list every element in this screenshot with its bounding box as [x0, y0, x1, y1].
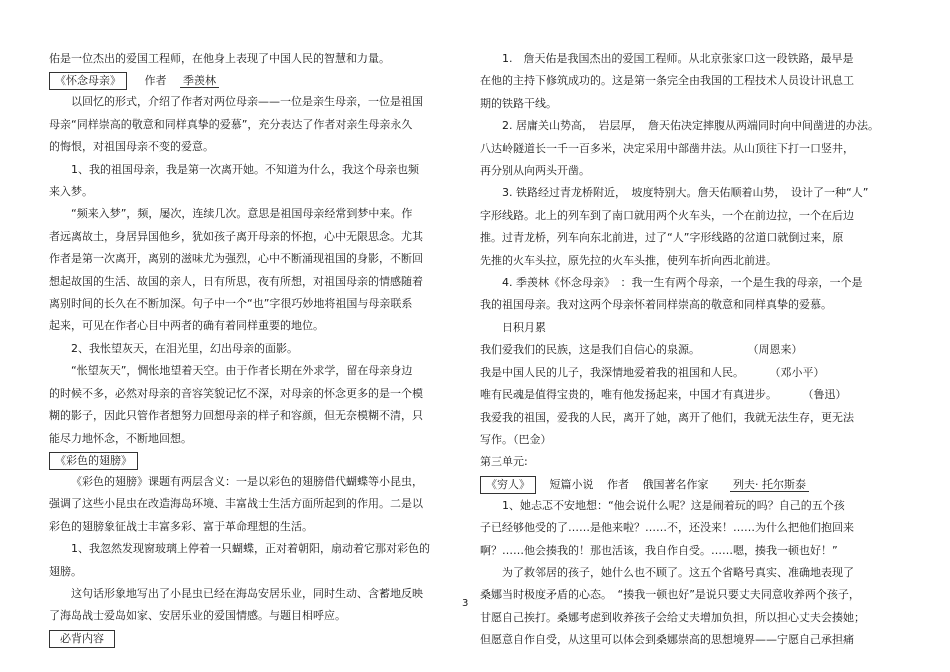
text-line: 母亲“同样崇高的敬意和同样真挚的爱慕”，充分表达了作者对亲生母亲永久 — [49, 117, 413, 131]
left-column — [49, 48, 429, 649]
lesson-title-box: 《彩色的翅膀》 — [49, 452, 138, 470]
right-column — [480, 48, 890, 652]
section-title-box: 必背内容 — [49, 630, 115, 648]
text-line: 《彩色的翅膀》课题有两层含义：一是以彩色的翅膀借代蝴蝶等小昆虫， — [71, 474, 423, 488]
text-line: 2、我怅望灰天，在泪光里，幻出母亲的面影。 — [71, 341, 298, 355]
quote-author: （鲁迅） — [802, 388, 847, 402]
text-line: 4. 季羡林《怀念母亲》 ：我一生有两个母亲，一个是生我的母亲，一个是 — [502, 276, 863, 290]
text-line: 来入梦。 — [49, 185, 93, 199]
text-line: “频来入梦”，频，屡次，连续几次。意思是祖国母亲经常到梦中来。作 — [71, 207, 413, 221]
text-line: 1、她忐忑不安地想：“他会说什么呢？这是闹着玩的吗？自己的五个孩 — [502, 498, 845, 512]
text-line: 者远离故土，身居异国他乡，犹如孩子离开母亲的怀抱，心中无限思念。尤其 — [49, 229, 423, 243]
text-line: 2. 居庸关山势高， 岩层厚， 詹天佑决定摔腹从两端同时向中间凿进的办法。 — [502, 119, 879, 133]
text-line: 我的祖国母亲。我对这两个母亲怀着同样崇高的敬意和同样真挚的爱慕。 — [480, 298, 832, 312]
text-line: 这句话形象地写出了小昆虫已经在海岛安居乐业，同时生动、含蓄地反映 — [71, 586, 423, 600]
text-line: 为了救邻居的孩子，她什么也不顾了。这五个省略号真实、准确地表现了 — [502, 565, 854, 579]
text-line: 的时候不多，必然对母亲的音容笑貌记忆不深，对母亲的怀念更多的是一个模 — [49, 386, 423, 400]
author-name: 季羡林 — [180, 74, 219, 88]
text-line: 想起故国的生活、故国的亲人，日有所思，夜有所想，对祖国母亲的情感随着 — [49, 274, 423, 288]
text-line: 强调了这些小昆虫在改造海岛环境、丰富战士生活方面所起到的作用。二是以 — [49, 497, 423, 511]
section-header-huainian — [49, 71, 429, 90]
text-line: 以回忆的形式，介绍了作者对两位母亲——一位是亲生母亲，一位是祖国 — [71, 95, 423, 109]
text-line: 翅膀。 — [49, 564, 82, 578]
text-line: 了海岛战士爱岛如家、安居乐业的爱国情感。与题目相呼应。 — [49, 609, 346, 623]
section-subtitle: 日积月累 — [502, 320, 546, 334]
text-line: 起来，可见在作者心目中两者的确有着同样重要的地位。 — [49, 319, 324, 333]
unit-heading: 第三单元: — [480, 455, 528, 469]
text-line: 的悔恨，对祖国母亲不变的爱意。 — [49, 140, 214, 154]
quote-author: （邓小平） — [769, 365, 825, 379]
text-line: 糊的影子，因此只管作者想努力回想母亲的样子和容颜，但无奈模糊不清，只 — [49, 409, 423, 423]
text-line: 作者是第一次离开，离别的滋味尤为强烈，心中不断涌现祖国的身影，不断回 — [49, 252, 423, 266]
text-line: 推。过青龙桥，列车向东北前进，过了“人”字形线路的岔道口就倒过来，原 — [480, 231, 844, 245]
author-nationality: 俄国著名作家 — [642, 477, 709, 491]
text-line: 啊？……他会揍我的！那也活该，我自作自受。……嗯，揍我一顿也好！” — [480, 543, 838, 557]
text-line: 佑是一位杰出的爱国工程师，在他身上表现了中国人民的智慧和力量。 — [49, 52, 390, 65]
text-line: “怅望灰天”，惆怅地望着天空。由于作者长期在外求学，留在母亲身边 — [71, 364, 413, 378]
quote-text: 我们爱我们的民族，这是我们自信心的泉源。 — [480, 343, 700, 357]
quote-author: （周恩来） — [747, 343, 803, 357]
section-header-caise — [49, 451, 429, 470]
quote-line — [480, 384, 890, 406]
section-header-bibei — [49, 629, 429, 648]
text-line: 再分别从向两头开凿。 — [480, 164, 590, 178]
author-label: 作者 — [607, 477, 629, 491]
text-line: 期的铁路干线。 — [480, 96, 557, 110]
text-line: 写作。（巴金） — [480, 432, 552, 446]
genre-label: 短篇小说 — [549, 477, 594, 491]
text-line: 先推的火车头拉，原先拉的火车头推，使列车折向西北前进。 — [480, 253, 777, 267]
quote-text: 唯有民魂是值得宝贵的，唯有他发扬起来，中国才有真进步。 — [480, 388, 777, 402]
text-line: 3. 铁路经过青龙桥附近， 坡度特别大。詹天佑顺着山势， 设计了一种“人” — [502, 186, 869, 200]
text-line: 我爱我的祖国，爱我的人民，离开了她，离开了他们，我就无法生存，更无法 — [480, 410, 854, 424]
author-name: 列夫· 托尔斯泰 — [730, 478, 809, 492]
text-line: 1、我的祖国母亲，我是第一次离开她。不知道为什么，我这个母亲也频 — [71, 162, 419, 176]
quote-line — [480, 362, 890, 384]
lesson-title-box: 《穷人》 — [480, 476, 536, 494]
text-line: 甘愿自己挨打。桑娜考虑到收养孩子会给丈夫增加负担，所以担心丈夫会揍她； — [480, 610, 865, 624]
text-line: 1、我忽然发现窗玻璃上停着一只蝴蝶，正对着朝阳，扇动着它那对彩色的 — [71, 542, 430, 556]
quote-line — [480, 339, 890, 361]
text-line: 但愿意自作自受，从这里可以体会到桑娜崇高的思想境界——宁愿自己承担痛 — [480, 633, 854, 647]
text-line: 1. 詹天佑是我国杰出的爱国工程师。从北京张家口这一段铁路，最早是 — [502, 52, 854, 65]
text-line: 能尽力地怀念，不断地回想。 — [49, 431, 192, 445]
text-line: 桑娜当时极度矛盾的心态。 “揍我一顿也好”是说只要丈夫同意收养两个孩子， — [480, 588, 860, 602]
author-label: 作者 — [144, 74, 167, 88]
text-line: 字形线路。北上的列车到了南口就用两个火车头，一个在前边拉，一个在后边 — [480, 208, 854, 222]
page-number: 3 — [462, 598, 469, 609]
text-line: 离别时间的长久在不断加深。句子中一个“也”字很巧妙地将祖国与母亲联系 — [49, 297, 413, 311]
section-header-qiongren — [480, 475, 890, 494]
quote-text: 我是中国人民的儿子，我深情地爱着我的祖国和人民。 — [480, 365, 744, 379]
text-line: 八达岭隧道长一千一百多米，决定采用中部凿井法。从山顶往下打一口竖井， — [480, 141, 854, 155]
text-line: 子已经够他受的了……是他来啦？……不，还没来！……为什么把他们抱回来 — [480, 521, 854, 535]
text-line: 彩色的翅膀象征战士丰富多彩、富于革命理想的生活。 — [49, 519, 313, 533]
text-line: 在他的主持下修筑成功的。这是第一条完全由我国的工程技术人员设计讯息工 — [480, 74, 854, 88]
lesson-title-box: 《怀念母亲》 — [49, 72, 127, 90]
